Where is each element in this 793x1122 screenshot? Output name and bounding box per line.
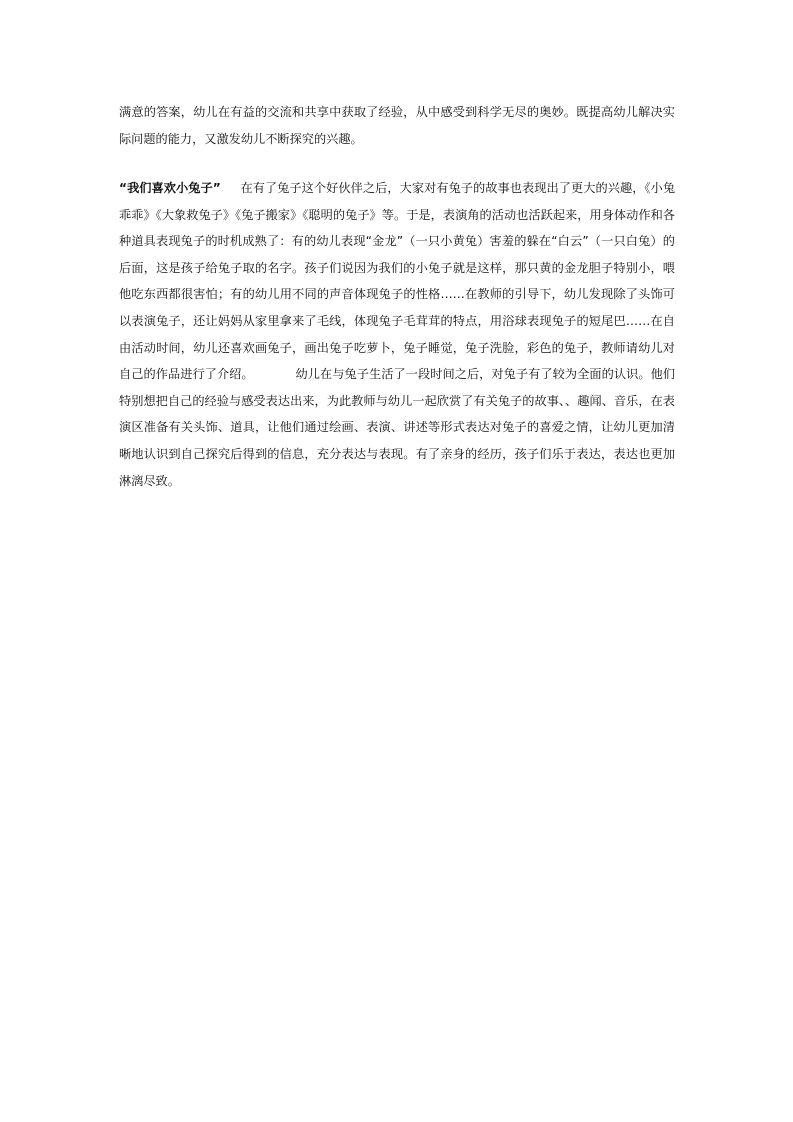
paragraph-rabbit-text-2: 幼儿在与兔子生活了一段时间之后，对兔子有了较为全面的认识。他们特别想把自己的经验与感受表达出来，为此教师与幼儿一起欣赏了有关兔子的故事、、趣闻、音乐，在表演区准备有关头饰、道具，让他们通过绘画、表演、讲述等形式表达对兔子的喜爱之情，让幼儿更加清晰地认识到自己探究后得到的信息，充分表达与表现。有了亲身的经历，孩子们乐于表达，表达也更加淋漓尽致。 [119, 367, 676, 488]
paragraph-intro [119, 99, 675, 152]
paragraph-intro-text: 满意的答案，幼儿在有益的交流和共享中获取了经验，从中感受到科学无尽的奥妙。既提高幼儿解决实际问题的能力，又激发幼儿不断探究的兴趣。 [119, 105, 675, 146]
paragraph-rabbit-text-1: 在有了兔子这个好伙伴之后，大家对有兔子的故事也表现出了更大的兴趣，《小兔乖乖》《大象救兔子》《兔子搬家》《聪明的兔子》等。于是，表演角的活动也活跃起来，用身体动作和各种道具表现兔子的时机成熟了：有的幼儿表现“金龙”（一只小黄兔）害羞的躲在“白云”（一只白兔）的后面，这是孩子给兔子取的名字。孩子们说因为我们的小兔子就是这样，那只黄的金龙胆子特别小，喂他吃东西都很害怕；有的幼儿用不同的声音体现兔子的性格……在教师的引导下，幼儿发现除了头饰可以表演兔子，还让妈妈从家里拿来了毛线，体现兔子毛茸茸的特点，用浴球表现兔子的短尾巴……在自由活动时间，幼儿还喜欢画兔子，画出兔子吃萝卜，兔子睡觉，兔子洗脸，彩色的兔子，教师请幼儿对自己的作品进行了介绍。 [119, 181, 676, 382]
section-heading: “我们喜欢小兔子” [119, 181, 221, 195]
paragraph-rabbit [119, 175, 675, 494]
heading-spacer [225, 181, 237, 195]
